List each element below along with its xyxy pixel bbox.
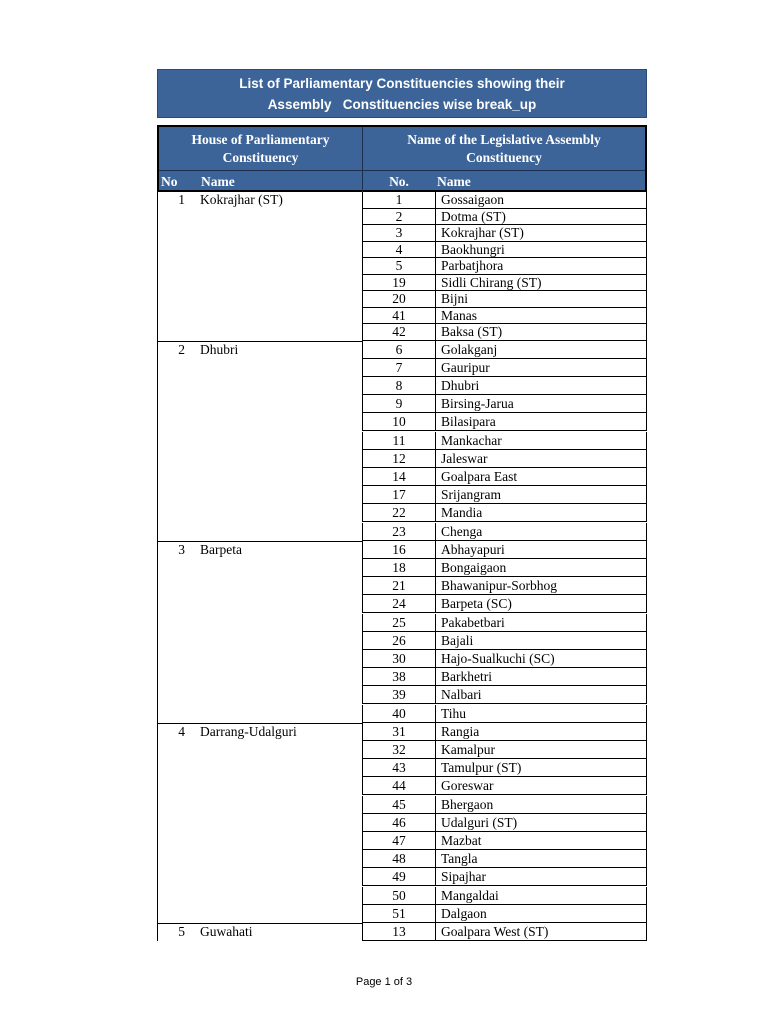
assembly-name: Pakabetbari xyxy=(441,614,505,630)
assembly-number: 20 xyxy=(363,291,436,307)
assembly-name: Tangla xyxy=(441,851,478,867)
assembly-row xyxy=(362,432,647,450)
header-col-ac-no: No. xyxy=(362,170,435,192)
parliamentary-constituency-row xyxy=(157,341,362,541)
assembly-name: Bilasipara xyxy=(441,414,496,430)
assembly-number: 3 xyxy=(363,225,436,241)
table-left-border xyxy=(157,192,158,941)
parliamentary-constituency-row xyxy=(157,541,362,723)
assembly-number: 45 xyxy=(363,796,436,813)
title-line-1: List of Parliamentary Constituencies showing their xyxy=(239,75,565,91)
header-col-ac-name: Name xyxy=(435,170,645,193)
assembly-number: 38 xyxy=(363,668,436,685)
assembly-number: 18 xyxy=(363,559,436,576)
pc-number: 2 xyxy=(178,341,185,357)
assembly-row xyxy=(362,632,647,650)
assembly-number: 17 xyxy=(363,486,436,503)
assembly-number: 7 xyxy=(363,359,436,376)
assembly-row xyxy=(362,209,647,226)
assembly-number: 5 xyxy=(363,258,436,274)
assembly-row xyxy=(362,341,647,359)
assembly-name: Jaleswar xyxy=(441,450,488,466)
assembly-number: 46 xyxy=(363,814,436,831)
document-title xyxy=(157,69,647,118)
assembly-row xyxy=(362,777,647,795)
assembly-name: Baksa (ST) xyxy=(441,324,503,339)
assembly-name: Parbatjhora xyxy=(441,258,504,273)
assembly-number: 6 xyxy=(363,341,436,358)
assembly-number: 21 xyxy=(363,577,436,594)
assembly-name: Dhubri xyxy=(441,377,480,393)
assembly-row xyxy=(362,577,647,595)
assembly-name: Golakganj xyxy=(441,341,498,357)
assembly-row xyxy=(362,395,647,413)
header-parliamentary-line1: House of Parliamentary xyxy=(191,131,330,147)
assembly-name: Mangaldai xyxy=(441,887,499,903)
assembly-row xyxy=(362,705,647,723)
assembly-row xyxy=(362,868,647,886)
assembly-number: 26 xyxy=(363,632,436,649)
assembly-number: 24 xyxy=(363,595,436,612)
assembly-name: Birsing-Jarua xyxy=(441,396,514,412)
assembly-number: 11 xyxy=(363,432,436,449)
assembly-name: Bijni xyxy=(441,291,469,306)
assembly-row xyxy=(362,450,647,468)
assembly-row xyxy=(362,242,647,259)
assembly-row xyxy=(362,413,647,431)
assembly-name: Tamulpur (ST) xyxy=(441,760,522,776)
pc-number: 5 xyxy=(178,923,185,939)
assembly-number: 31 xyxy=(363,723,436,740)
assembly-name: Kamalpur xyxy=(441,741,495,757)
assembly-number: 14 xyxy=(363,468,436,485)
header-parliamentary-line2: Constituency xyxy=(222,149,299,165)
assembly-row xyxy=(362,832,647,850)
assembly-row xyxy=(362,359,647,377)
assembly-name: Mankachar xyxy=(441,432,502,448)
assembly-row xyxy=(362,377,647,395)
assembly-row xyxy=(362,887,647,905)
pc-name: Dhubri xyxy=(200,341,239,357)
assembly-name: Tihu xyxy=(441,705,467,721)
assembly-number: 22 xyxy=(363,504,436,521)
assembly-row xyxy=(362,759,647,777)
assembly-number: 42 xyxy=(363,324,436,340)
page-footer: Page 1 of 3 xyxy=(355,976,413,988)
parliamentary-constituency-row xyxy=(157,923,362,941)
assembly-row xyxy=(362,504,647,522)
header-parliamentary-group xyxy=(159,127,362,170)
assembly-name: Sidli Chirang (ST) xyxy=(441,274,542,290)
assembly-name: Gossaigaon xyxy=(441,192,504,207)
assembly-number: 51 xyxy=(363,905,436,922)
header-assembly-line2: Constituency xyxy=(466,149,542,165)
assembly-number: 1 xyxy=(363,192,436,208)
assembly-name: Nalbari xyxy=(441,687,482,703)
assembly-name: Barkhetri xyxy=(441,669,492,685)
assembly-number: 41 xyxy=(363,308,436,324)
assembly-number: 49 xyxy=(363,868,436,885)
assembly-number: 10 xyxy=(363,413,436,430)
assembly-name: Sipajhar xyxy=(441,869,486,885)
assembly-row xyxy=(362,741,647,759)
assembly-name: Manas xyxy=(441,307,477,323)
assembly-row xyxy=(362,614,647,632)
assembly-row xyxy=(362,796,647,814)
assembly-row xyxy=(362,595,647,613)
assembly-number: 50 xyxy=(363,887,436,904)
assembly-name: Goalpara West (ST) xyxy=(441,923,549,939)
assembly-number: 30 xyxy=(363,650,436,667)
assembly-row xyxy=(362,291,647,308)
assembly-number: 47 xyxy=(363,832,436,849)
assembly-row xyxy=(362,923,647,941)
assembly-number: 9 xyxy=(363,395,436,412)
assembly-row xyxy=(362,275,647,292)
assembly-number: 25 xyxy=(363,614,436,631)
assembly-name: Mazbat xyxy=(441,832,482,848)
assembly-row xyxy=(362,723,647,741)
assembly-number: 16 xyxy=(363,541,436,558)
assembly-number: 39 xyxy=(363,686,436,703)
assembly-number: 12 xyxy=(363,450,436,467)
assembly-number: 13 xyxy=(363,923,436,940)
assembly-number: 43 xyxy=(363,759,436,776)
assembly-number: 23 xyxy=(363,523,436,540)
assembly-name: Dotma (ST) xyxy=(441,208,506,224)
assembly-name: Mandia xyxy=(441,505,483,521)
pc-number: 1 xyxy=(178,192,185,207)
assembly-number: 2 xyxy=(363,209,436,225)
assembly-number: 40 xyxy=(363,705,436,722)
assembly-row xyxy=(362,905,647,923)
table-header xyxy=(157,125,647,192)
assembly-row xyxy=(362,541,647,559)
assembly-row xyxy=(362,650,647,668)
assembly-row xyxy=(362,225,647,242)
assembly-name: Srijangram xyxy=(441,487,501,503)
assembly-number: 32 xyxy=(363,741,436,758)
assembly-row xyxy=(362,559,647,577)
assembly-name: Dalgaon xyxy=(441,905,487,921)
assembly-name: Chenga xyxy=(441,523,483,539)
header-assembly-line1: Name of the Legislative Assembly xyxy=(407,131,601,147)
assembly-row xyxy=(362,258,647,275)
parliamentary-constituency-row xyxy=(157,192,362,341)
header-assembly-group xyxy=(362,127,645,170)
pc-name: Barpeta xyxy=(200,541,242,557)
assembly-name: Bhawanipur-Sorbhog xyxy=(441,578,557,594)
assembly-name: Abhayapuri xyxy=(441,541,505,557)
assembly-row xyxy=(362,486,647,504)
assembly-number: 19 xyxy=(363,275,436,291)
assembly-name: Bhergaon xyxy=(441,796,494,812)
assembly-number: 4 xyxy=(363,242,436,258)
assembly-number: 48 xyxy=(363,850,436,867)
assembly-row xyxy=(362,192,647,209)
assembly-number: 44 xyxy=(363,777,436,794)
header-col-no: No xyxy=(159,170,199,192)
assembly-row xyxy=(362,686,647,704)
assembly-row xyxy=(362,523,647,541)
header-col-name: Name xyxy=(199,170,362,192)
pc-number: 4 xyxy=(178,723,185,739)
assembly-row xyxy=(362,324,647,341)
pc-number: 3 xyxy=(178,541,185,557)
assembly-name: Barpeta (SC) xyxy=(441,596,512,612)
assembly-name: Baokhungri xyxy=(441,241,505,257)
pc-name: Darrang-Udalguri xyxy=(200,723,297,739)
pc-name: Kokrajhar (ST) xyxy=(200,192,283,207)
assembly-number: 8 xyxy=(363,377,436,394)
assembly-row xyxy=(362,468,647,486)
pc-name: Guwahati xyxy=(200,923,253,939)
assembly-row xyxy=(362,668,647,686)
assembly-name: Kokrajhar (ST) xyxy=(441,225,524,240)
assembly-name: Udalguri (ST) xyxy=(441,814,518,830)
assembly-row xyxy=(362,850,647,868)
constituency-table xyxy=(157,192,647,939)
assembly-name: Hajo-Sualkuchi (SC) xyxy=(441,650,555,666)
assembly-name: Bajali xyxy=(441,632,474,648)
assembly-row xyxy=(362,814,647,832)
title-line-2: Assembly Constituencies wise break_up xyxy=(267,96,537,112)
assembly-name: Rangia xyxy=(441,723,480,739)
assembly-name: Goreswar xyxy=(441,778,494,794)
assembly-name: Gauripur xyxy=(441,359,490,375)
parliamentary-constituency-row xyxy=(157,723,362,923)
assembly-row xyxy=(362,308,647,325)
assembly-name: Bongaigaon xyxy=(441,559,507,575)
assembly-name: Goalpara East xyxy=(441,468,518,484)
